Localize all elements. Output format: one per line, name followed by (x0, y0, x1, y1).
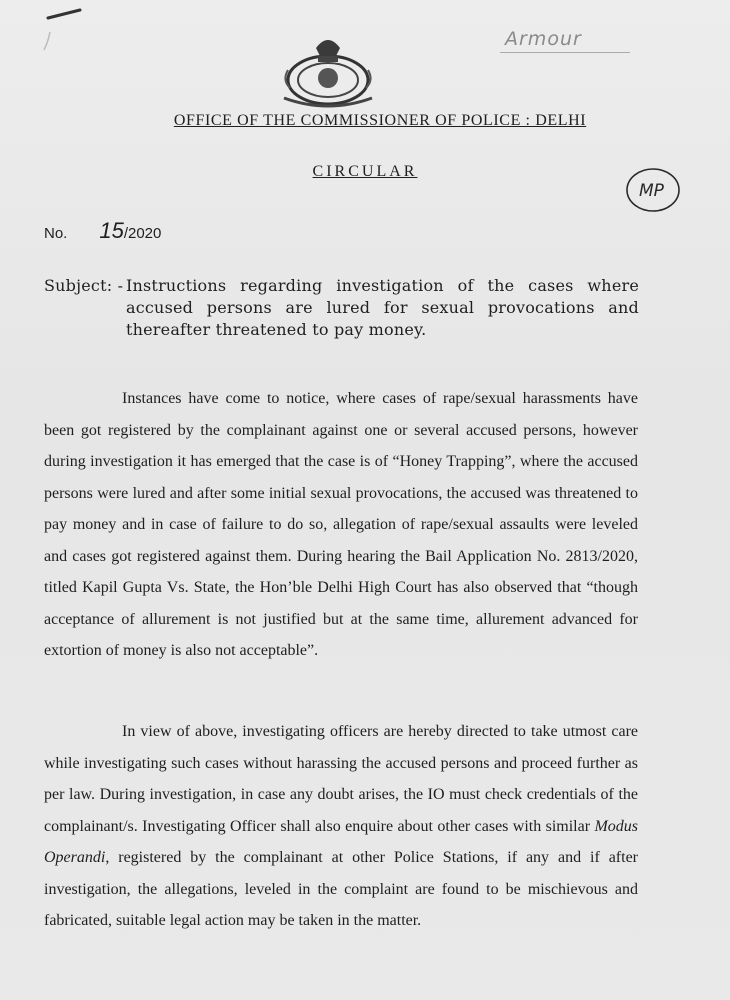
subject-text: Instructions regarding investigation of the cases where accused persons are lured for sexual provocations and thereafter threatened to pay money. (126, 276, 639, 339)
paragraph-2-italic: Modus Operandi (44, 817, 638, 866)
paragraph-2-text-b: , registered by the complainant at other Police Stations, if any and if after investigation, the allegations, leveled in the complaint are found to be mischievous and fabricated, suitable legal action may be taken in the matter. (44, 849, 638, 929)
initials-circle-mark (624, 165, 682, 215)
margin-initials: MP (639, 181, 664, 201)
circular-number-label: No. (44, 225, 68, 242)
paragraph-2 (44, 716, 638, 937)
paragraph-1 (44, 383, 638, 667)
paragraph-1-text: Instances have come to notice, where cases of rape/sexual harassments have been got registered by the complainant against one or several accused persons, however during investigation it has emerged that the case is of “Honey Trapping”, where the accused persons were lured and after some initial sexual provocations, the accused was threatened to pay money and in case of failure to do so, allegation of rape/sexual assaults were leveled and cases got registered against them. During hearing the Bail Application No. 2813/2020, titled Kapil Gupta Vs. State, the Hon’ble Delhi High Court has also observed that “though acceptance of allurement is not justified but at the same time, allurement advanced for extortion of money is also not acceptable”. (44, 390, 638, 659)
handwritten-annotation: Armour (505, 28, 582, 50)
pen-stroke-mark (40, 2, 120, 72)
paragraph-2-text-a: In view of above, investigating officers are hereby directed to take utmost care while investigating such cases without harassing the accused persons and proceed further as per law. During investigation, in case any doubt arises, the IO must check credentials of the complainant/s. Investigating Officer shall also enquire about other cases with similar (44, 723, 638, 835)
subject-label: Subject: - (44, 276, 124, 295)
office-title: OFFICE OF THE COMMISSIONER OF POLICE : DELHI (173, 112, 587, 129)
subject-block (44, 275, 639, 341)
circular-year: /2020 (123, 225, 162, 242)
annotation-underline (500, 52, 630, 53)
circular-number (44, 218, 161, 244)
delhi-police-emblem (272, 28, 384, 110)
circular-number-value: 15 (99, 218, 124, 243)
document-type-heading: CIRCULAR (312, 163, 418, 180)
